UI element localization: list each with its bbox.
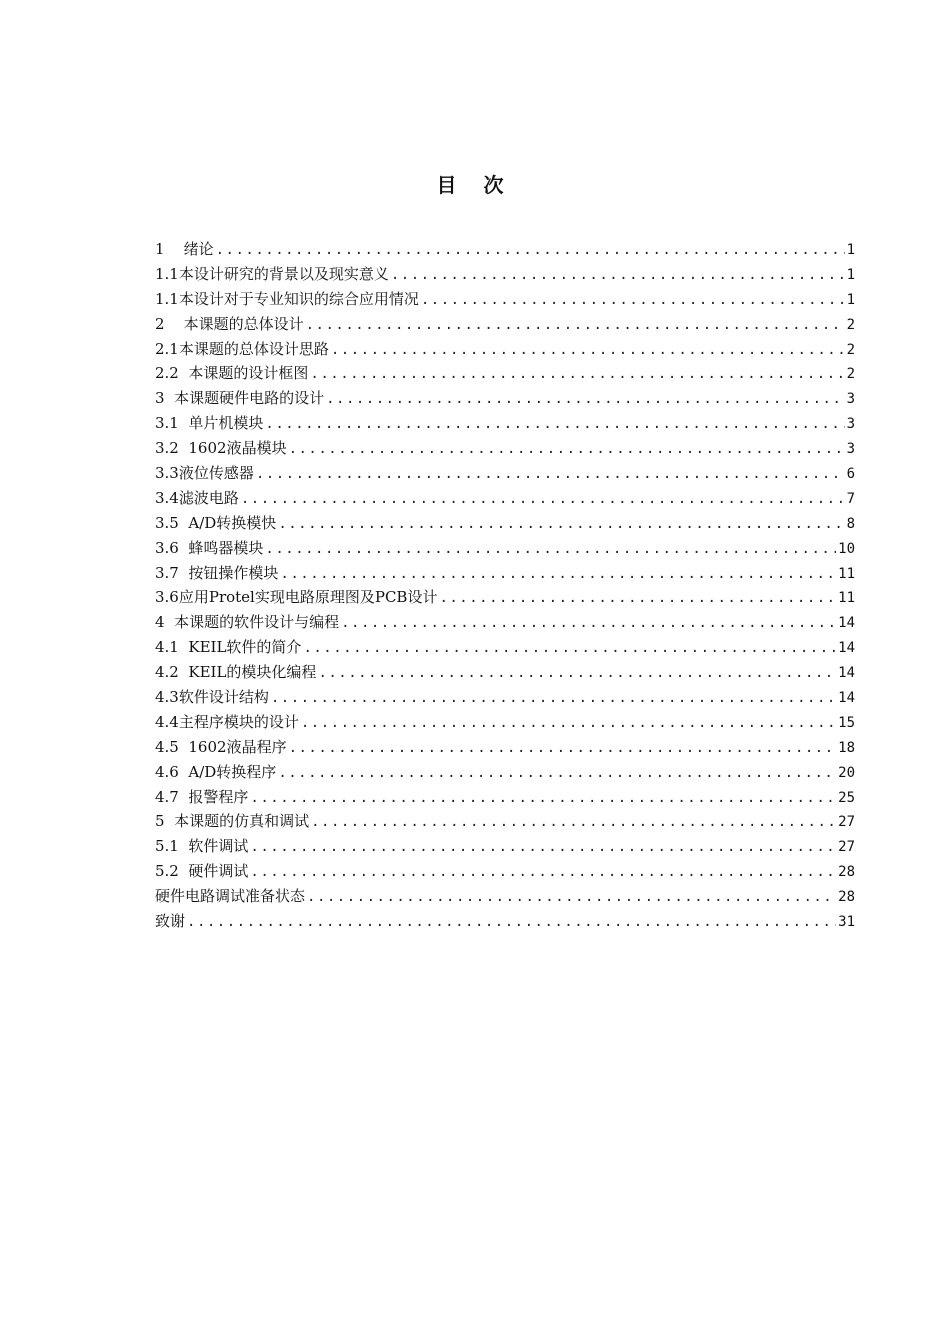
- toc-entry-title: 4.3软件设计结构: [155, 688, 269, 707]
- toc-entry-title: 5 本课题的仿真和调试: [155, 812, 310, 831]
- toc-entry-title: 3.3液位传感器: [155, 464, 254, 483]
- toc-title: 目 次: [436, 173, 514, 197]
- toc-entry-title: 2 本课题的总体设计: [155, 314, 304, 333]
- toc-entry-title: 4.7 报警程序: [155, 787, 249, 806]
- toc-page-number: 3: [846, 416, 855, 433]
- toc-page-number: 7: [846, 490, 855, 507]
- toc-dot-leader: [289, 736, 837, 760]
- toc-dot-leader: [250, 835, 836, 859]
- toc-entry-title: 3.4滤波电路: [155, 488, 239, 507]
- toc-page-number: 2: [846, 366, 855, 383]
- toc-dot-leader: [271, 686, 836, 710]
- toc-entry-title: 4.5 1602液晶程序: [155, 737, 287, 756]
- toc-entry-title: 致谢: [155, 912, 186, 931]
- toc-dot-leader: [307, 885, 836, 909]
- toc-entry[interactable]: [155, 436, 855, 461]
- toc-dot-leader: [341, 611, 836, 635]
- toc-page-number: 3: [846, 391, 855, 408]
- toc-dot-leader: [439, 586, 836, 610]
- toc-page-number: 20: [838, 764, 855, 781]
- toc-list: [155, 237, 855, 934]
- toc-entry-title: 1.1本设计研究的背景以及现实意义: [155, 264, 389, 283]
- toc-page-number: 1: [846, 291, 855, 308]
- toc-entry-title: 3.6应用Protel实现电路原理图及PCB设计: [155, 588, 438, 607]
- toc-entry-title: 3 本课题硬件电路的设计: [155, 389, 325, 408]
- toc-entry-title: 2.1本课题的总体设计思路: [155, 339, 329, 358]
- toc-dot-leader: [278, 761, 836, 785]
- toc-entry-title: 2.2 本课题的设计框图: [155, 364, 309, 383]
- toc-entry[interactable]: [155, 859, 855, 884]
- toc-dot-leader: [311, 810, 836, 834]
- toc-dot-leader: [289, 437, 845, 461]
- toc-dot-leader: [326, 387, 844, 411]
- toc-entry-title: 5.2 硬件调试: [155, 862, 249, 881]
- toc-entry[interactable]: [155, 511, 855, 536]
- toc-entry[interactable]: [155, 660, 855, 685]
- toc-dot-leader: [310, 362, 844, 386]
- toc-entry-title: 4.6 A/D转换程序: [155, 762, 277, 781]
- toc-entry-title: 4.1 KEIL软件的简介: [155, 638, 302, 657]
- toc-page-number: 31: [838, 914, 855, 931]
- toc-dot-leader: [331, 338, 845, 362]
- toc-entry[interactable]: [155, 884, 855, 909]
- toc-page-number: 27: [838, 814, 855, 831]
- toc-entry[interactable]: [155, 237, 855, 262]
- toc-page-number: 14: [838, 665, 855, 682]
- toc-entry-title: 1 绪论: [155, 240, 214, 258]
- toc-dot-leader: [278, 512, 844, 536]
- toc-entry[interactable]: [155, 461, 855, 486]
- toc-dot-leader: [265, 537, 836, 561]
- toc-entry-title: 3.6 蜂鸣器模块: [155, 538, 264, 557]
- toc-page-number: 11: [838, 590, 855, 607]
- toc-entry-title: 3.5 A/D转换模快: [155, 513, 277, 532]
- toc-page-number: 27: [838, 839, 855, 856]
- toc-page-number: 1: [846, 242, 855, 258]
- toc-entry[interactable]: [155, 411, 855, 436]
- toc-entry[interactable]: [155, 785, 855, 810]
- toc-entry-title: 3.1 单片机模块: [155, 414, 264, 433]
- toc-entry[interactable]: [155, 610, 855, 635]
- toc-page-number: 6: [846, 466, 855, 483]
- toc-entry-title: 4 本课题的软件设计与编程: [155, 613, 340, 632]
- toc-entry-title: 3.7 按钮操作模块: [155, 563, 279, 582]
- toc-page-number: 14: [838, 690, 855, 707]
- toc-page-number: 1: [846, 266, 855, 283]
- toc-dot-leader: [250, 786, 836, 810]
- toc-entry[interactable]: [155, 909, 855, 934]
- toc-entry[interactable]: [155, 635, 855, 660]
- toc-entry[interactable]: [155, 287, 855, 312]
- toc-page-number: 18: [838, 739, 855, 756]
- toc-entry[interactable]: [155, 834, 855, 859]
- toc-page-number: 14: [838, 640, 855, 657]
- toc-dot-leader: [241, 487, 845, 511]
- toc-entry[interactable]: [155, 809, 855, 834]
- toc-entry[interactable]: [155, 561, 855, 586]
- toc-page-number: 25: [838, 789, 855, 806]
- toc-page-number: 11: [838, 565, 855, 582]
- toc-entry[interactable]: [155, 536, 855, 561]
- toc-page-number: 8: [846, 515, 855, 532]
- toc-entry[interactable]: [155, 735, 855, 760]
- toc-dot-leader: [280, 562, 836, 586]
- toc-entry-title: 5.1 软件调试: [155, 837, 249, 856]
- toc-dot-leader: [187, 910, 836, 934]
- toc-page-number: 15: [838, 714, 855, 731]
- toc-entry[interactable]: [155, 312, 855, 337]
- toc-page-number: 10: [838, 540, 855, 557]
- toc-page-number: 2: [846, 316, 855, 333]
- toc-dot-leader: [303, 636, 836, 660]
- toc-entry[interactable]: [155, 710, 855, 735]
- toc-page-number: 28: [838, 864, 855, 881]
- toc-entry[interactable]: [155, 386, 855, 411]
- toc-entry[interactable]: [155, 685, 855, 710]
- toc-dot-leader: [318, 661, 836, 685]
- toc-dot-leader: [421, 288, 845, 312]
- toc-entry[interactable]: [155, 337, 855, 362]
- toc-entry[interactable]: [155, 760, 855, 785]
- toc-entry-title: 4.4主程序模块的设计: [155, 712, 299, 731]
- toc-dot-leader: [301, 711, 836, 735]
- toc-entry[interactable]: [155, 486, 855, 511]
- toc-page-number: 28: [838, 889, 855, 906]
- toc-page-number: 3: [846, 441, 855, 458]
- toc-entry[interactable]: [155, 262, 855, 287]
- toc-dot-leader: [250, 860, 836, 884]
- toc-entry[interactable]: [155, 585, 855, 610]
- toc-dot-leader: [216, 238, 845, 262]
- toc-entry-title: 4.2 KEIL的模块化编程: [155, 663, 317, 682]
- toc-dot-leader: [256, 462, 845, 486]
- toc-page-number: 2: [846, 341, 855, 358]
- toc-dot-leader: [391, 263, 845, 287]
- toc-entry-title: 3.2 1602液晶模块: [155, 439, 287, 458]
- toc-entry-title: 1.1本设计对于专业知识的综合应用情况: [155, 289, 419, 308]
- toc-entry-title: 硬件电路调试准备状态: [155, 887, 306, 906]
- toc-entry[interactable]: [155, 361, 855, 386]
- toc-page-number: 14: [838, 615, 855, 632]
- toc-dot-leader: [306, 313, 845, 337]
- toc-dot-leader: [265, 412, 844, 436]
